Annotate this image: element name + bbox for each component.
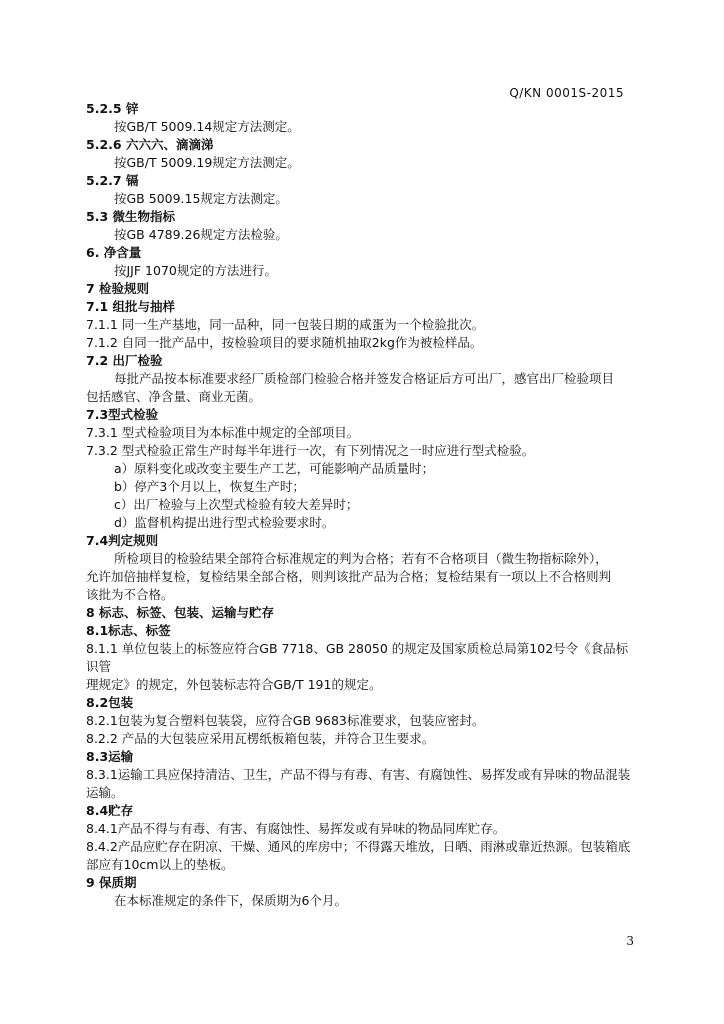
section-heading: 7.4判定规则 <box>86 533 159 548</box>
body-line: 在本标准规定的条件下，保质期为6个月。 <box>114 893 347 908</box>
body-line: d）监督机构提出进行型式检验要求时。 <box>114 515 335 530</box>
body-line: 8.2.1包装为复合塑料包装袋，应符合GB 9683标准要求，包装应密封。 <box>86 713 485 728</box>
section-heading: 9 保质期 <box>86 875 137 890</box>
section-heading: 7 检验规则 <box>86 281 150 296</box>
section-heading: 5.3 微生物指标 <box>86 209 175 224</box>
section-heading: 7.3型式检验 <box>86 407 159 422</box>
body-line: 部应有10cm以上的垫板。 <box>86 857 234 872</box>
body-line: a）原料变化或改变主要生产工艺，可能影响产品质量时； <box>114 461 435 476</box>
body-line: 所检项目的检验结果全部符合标准规定的判为合格；若有不合格项目（微生物指标除外）， <box>114 551 608 566</box>
body-line: 每批产品按本标准要求经厂质检部门检验合格并签发合格证后方可出厂，感官出厂检验项目 <box>114 371 615 386</box>
section-heading: 6. 净含量 <box>86 245 142 260</box>
body-line: 8.4.2产品应贮存在阴凉、干燥、通风的库房中；不得露天堆放，日晒、雨淋或靠近热源。包装箱底 <box>86 839 631 854</box>
body-line: 7.1.2 自同一批产品中，按检验项目的要求随机抽取2kg作为被检样品。 <box>86 335 483 350</box>
body-line: b）停产3个月以上，恢复生产时； <box>114 479 305 494</box>
section-heading: 5.2.7 镉 <box>86 173 139 188</box>
body-line: 8.2.2 产品的大包装应采用瓦楞纸板箱包装，并符合卫生要求。 <box>86 731 435 746</box>
section-heading: 5.2.6 六六六、滴滴涕 <box>86 137 214 152</box>
body-line: 按JJF 1070规定的方法进行。 <box>114 263 277 278</box>
body-line: 7.3.2 型式检验正常生产时每半年进行一次，有下列情况之一时应进行型式检验。 <box>86 443 535 458</box>
body-line: 按GB 4789.26规定方法检验。 <box>114 227 288 242</box>
body-line: 包括感官、净含量、商业无菌。 <box>86 389 262 404</box>
body-line: 7.3.1 型式检验项目为本标准中规定的全部项目。 <box>86 425 360 440</box>
body-line: 该批为不合格。 <box>86 587 174 602</box>
body-line: 运输。 <box>86 785 124 800</box>
section-heading: 8.3运输 <box>86 749 134 764</box>
body-line: 按GB 5009.15规定方法测定。 <box>114 191 288 206</box>
document-body <box>86 100 636 910</box>
body-line: 8.1.1 单位包装上的标签应符合GB 7718、GB 28050 的规定及国家质检总局第102号令《食品标识管 <box>86 641 629 674</box>
body-line: 8.4.1产品不得与有毒、有害、有腐蚀性、易挥发或有异味的物品同库贮存。 <box>86 821 506 836</box>
body-line: 按GB/T 5009.19规定方法测定。 <box>114 155 300 170</box>
section-heading: 5.2.5 锌 <box>86 101 139 116</box>
body-line: 按GB/T 5009.14规定方法测定。 <box>114 119 300 134</box>
body-line: 理规定》的规定，外包装标志符合GB/T 191的规定。 <box>86 677 382 692</box>
document-code: Q/KN 0001S-2015 <box>509 86 624 100</box>
body-line: 允许加倍抽样复检，复检结果全部合格，则判该批产品为合格；复检结果有一项以上不合格则判 <box>86 569 612 584</box>
page-number: 3 <box>626 934 634 948</box>
body-line: c）出厂检验与上次型式检验有较大差异时； <box>114 497 359 512</box>
section-heading: 8.4贮存 <box>86 803 134 818</box>
section-heading: 8 标志、标签、包装、运输与贮存 <box>86 605 275 620</box>
section-heading: 7.1 组批与抽样 <box>86 299 175 314</box>
section-heading: 7.2 出厂检验 <box>86 353 163 368</box>
body-line: 7.1.1 同一生产基地，同一品种，同一包装日期的咸蛋为一个检验批次。 <box>86 317 485 332</box>
section-heading: 8.1标志、标签 <box>86 623 171 638</box>
body-line: 8.3.1运输工具应保持清洁、卫生，产品不得与有毒、有害、有腐蚀性、易挥发或有异味的物品混装 <box>86 767 631 782</box>
section-heading: 8.2包装 <box>86 695 134 710</box>
